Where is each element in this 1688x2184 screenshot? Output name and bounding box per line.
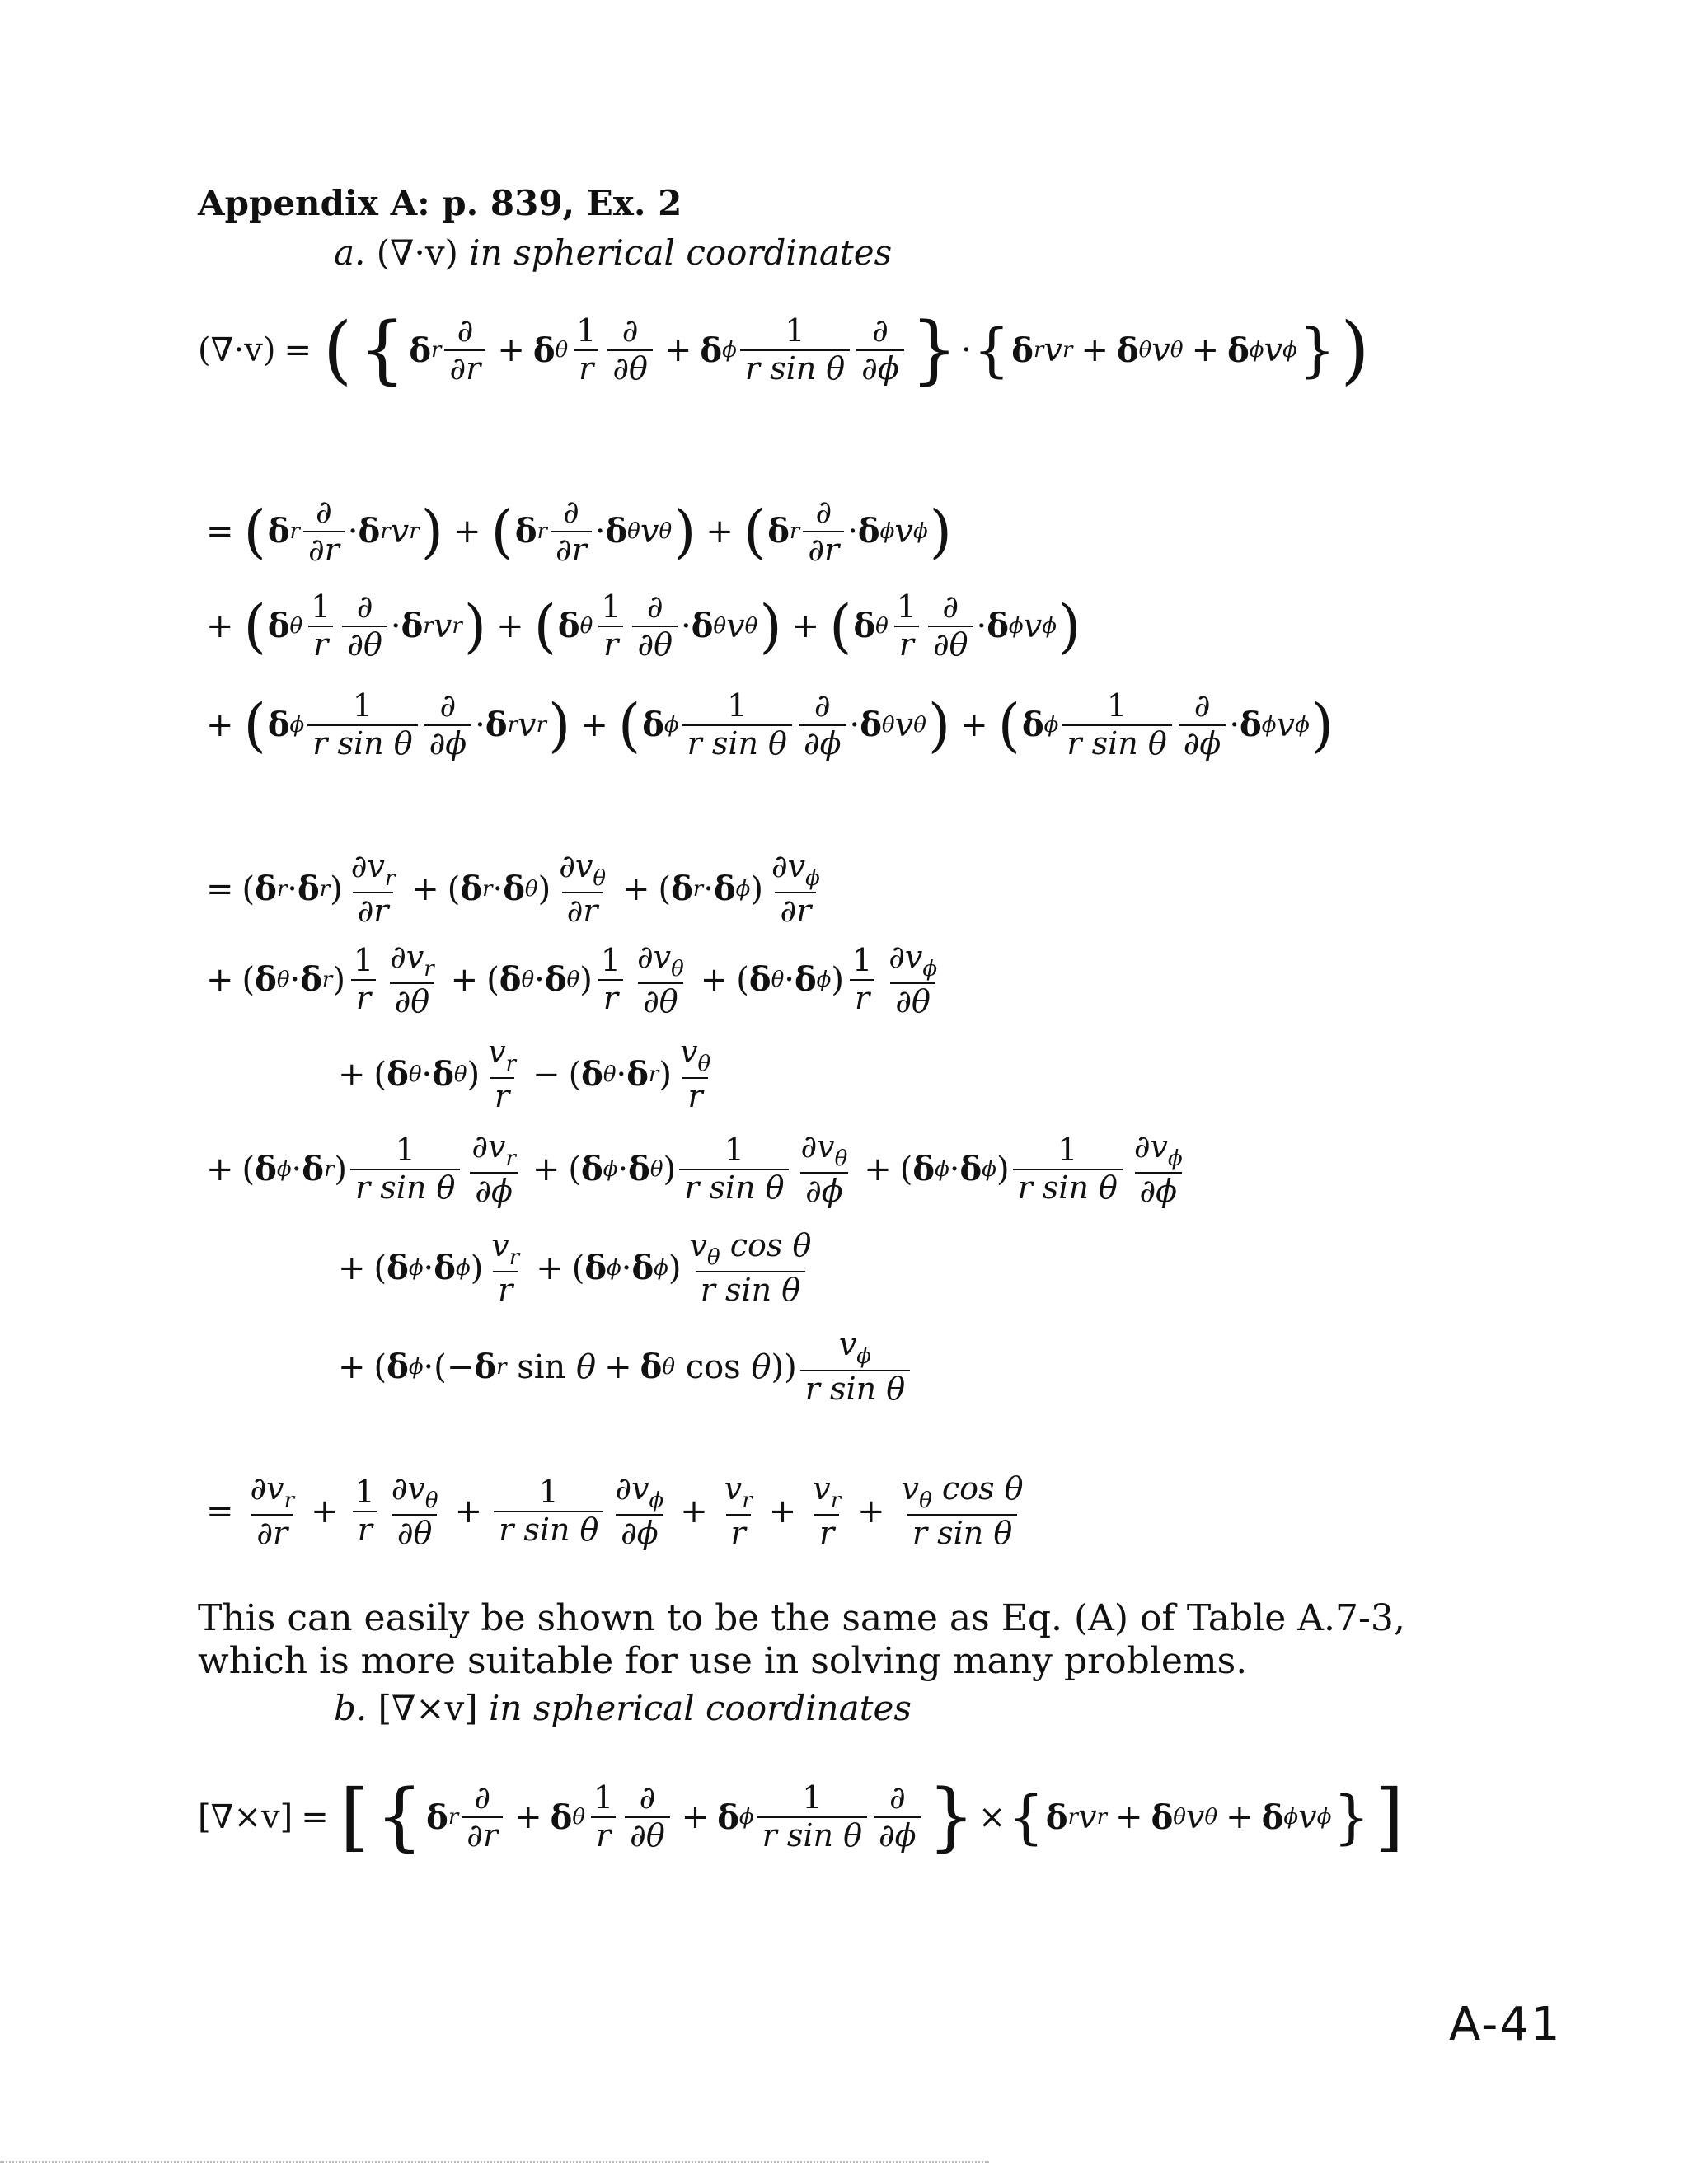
divergence-result-equation: = $\frac{\partial v_r}{\partial r}$ + $\frac{1}{r}$ $\frac{\partial v_\theta}{\partial\theta}$ + $\frac{1}{\text{r sin θ}}$ $\frac{\partial v_\phi}{\partial\phi}$ + $\frac{v_r}{r}$ + $\frac{v_r}{r}$ + $\frac{v_\theta \cos \theta}{\text{r sin θ}}$ [206,1470,1024,1551]
part-b-subheading [334,1688,912,1728]
part-a-letter: a. [334,232,366,273]
part-b-expression: [∇×v] [377,1688,478,1728]
page-number: A-41 [1449,1998,1562,2051]
part-b-text: in spherical coordinates [489,1688,912,1728]
expansion-row-theta: + ( δ θ $\frac{1}{r}$ $\frac{\partial}{\partial\theta}$ · δ r v r ) + ( δ θ $\frac{1}{r}$ $\frac{\partial}{\partial\theta}$ · δ θ v θ ) + ( δ θ $\frac{1}{r}$ $\frac{\partial}{\partial\theta}$ · δ ϕ v ϕ ) [206,588,1081,663]
dot-product-row-phi: + ( δ ϕ · δ r ) $\frac{1}{\text{r sin θ}}$ $\frac{\partial v_r}{\partial\phi}$ + ( δ ϕ · δ θ ) $\frac{1}{\text{r sin θ}}$ $\frac{\partial v_\theta}{\partial\phi}$ + ( δ ϕ · δ ϕ ) $\frac{1}{\text{r sin θ}}$ $\frac{\partial v_\phi}{\partial\phi}$ [206,1128,1183,1209]
expansion-row-phi: + ( δ ϕ $\frac{1}{\text{r sin θ}}$ $\frac{\partial}{\partial\phi}$ · δ r v r ) + ( δ ϕ $\frac{1}{\text{r sin θ}}$ $\frac{\partial}{\partial\phi}$ · δ θ v θ ) + ( δ ϕ $\frac{1}{\text{r sin θ}}$ $\frac{\partial}{\partial\phi}$ · δ ϕ v ϕ ) [206,687,1334,762]
part-b-letter: b. [334,1688,368,1728]
dot-product-row-theta-extra: + ( δ θ · δ θ ) $\frac{v_r}{r}$ − ( δ θ · δ r ) $\frac{v_\theta}{r}$ [338,1033,711,1114]
dot-product-row-r: = ( δ r · δ r ) $\frac{\partial v_r}{\partial r}$ + ( δ r · δ θ ) $\frac{\partial v_\theta}{\partial r}$ + ( δ r · δ ϕ ) $\frac{\partial v_\phi}{\partial r}$ [206,848,820,929]
part-a-expression: (∇·v) [376,232,458,273]
dot-product-row-phi-extra: + ( δ ϕ · δ ϕ ) $\frac{v_r}{r}$ + ( δ ϕ · δ ϕ ) $\frac{v_\theta \cos \theta}{\text{r sin θ}}$ [338,1227,812,1308]
curl-definition-equation: [∇×v] = [ { δ r $\frac{\partial}{\partial r}$ + δ θ $\frac{1}{r}$ $\frac{\partial}{\partial\theta}$ + δ ϕ $\frac{1}{\text{r sin θ}}$ $\frac{\partial}{\partial\phi}$ } × { δ r v r + δ θ v θ + δ ϕ v ϕ } ] [198,1774,1404,1860]
part-a-text: in spherical coordinates [469,232,893,273]
scan-edge-divider [0,2161,989,2163]
divergence-definition-equation: (∇·v) = ( { δ r $\frac{\partial}{\partial r}$ + δ θ $\frac{1}{r}$ $\frac{\partial}{\partial\theta}$ + δ ϕ $\frac{1}{\text{r sin θ}}$ $\frac{\partial}{\partial\phi}$ } · { δ r v r + δ θ v θ + δ ϕ v ϕ } ) [198,307,1370,393]
page-heading: Appendix A: p. 839, Ex. 2 [198,183,682,223]
expansion-row-r: = ( δ r $\frac{\partial}{\partial r}$ · δ r v r ) + ( δ r $\frac{\partial}{\partial r}$ · δ θ v θ ) + ( δ r $\frac{\partial}{\partial r}$ · δ ϕ v ϕ ) [206,494,952,568]
divergence-symbol: (∇·v) [198,331,276,369]
partial-r-operator: $\frac{\partial}{\partial r}$ [444,313,485,387]
explanation-paragraph: This can easily be shown to be the same as Eq. (A) of Table A.7-3, which is more suitable for use in solving many problems. [198,1597,1405,1682]
curl-symbol: [∇×v] [198,1798,293,1836]
dot-product-row-theta: + ( δ θ · δ r ) $\frac{1}{r}$ $\frac{\partial v_r}{\partial\theta}$ + ( δ θ · δ θ ) $\frac{1}{r}$ $\frac{\partial v_\theta}{\partial\theta}$ + ( δ θ · δ ϕ ) $\frac{1}{r}$ $\frac{\partial v_\phi}{\partial\theta}$ [206,939,938,1019]
dot-product-row-phi-last: + ( δ ϕ · ( − δ r sin θ + δ θ cos θ ) ) $\frac{v_\phi}{\text{r sin θ}}$ [330,1327,913,1408]
part-a-subheading [334,232,892,273]
